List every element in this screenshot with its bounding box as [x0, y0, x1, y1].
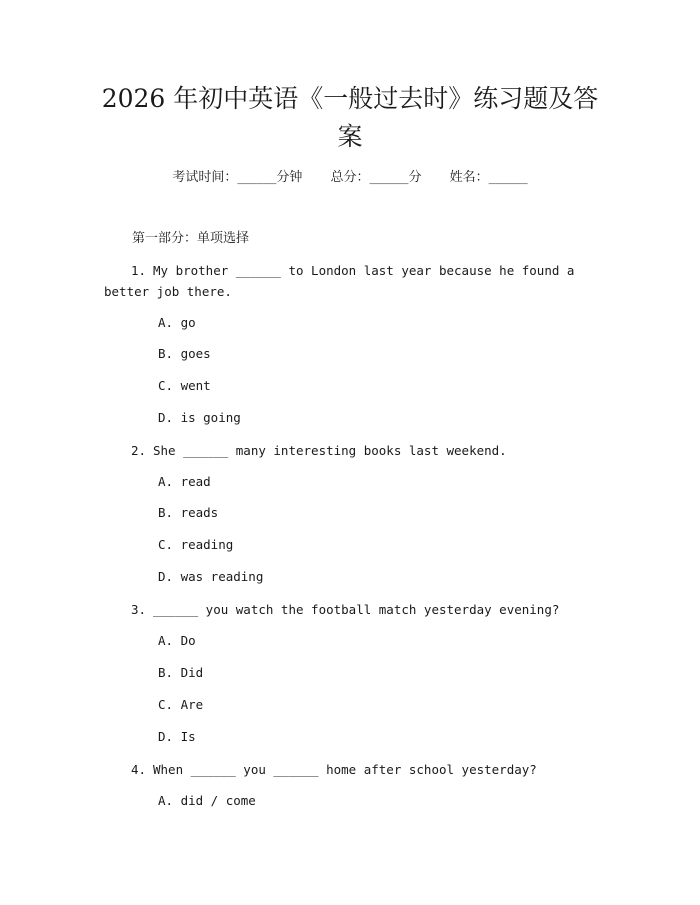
option-2c: C. reading [158, 537, 234, 552]
question-stem: ______ you watch the football match yesterday evening? [153, 602, 560, 617]
question-number: 2. [131, 443, 147, 458]
option-2b: B. reads [158, 505, 219, 520]
question-number: 1. [131, 263, 147, 278]
question-3 [104, 599, 596, 620]
exam-info-line [0, 168, 700, 188]
option-1c: C. went [158, 378, 211, 393]
question-stem: When ______ you ______ home after school yesterday? [153, 762, 537, 777]
option-3a: A. Do [158, 633, 196, 648]
question-1 [104, 260, 596, 302]
option-2a: A. read [158, 474, 211, 489]
page-title: 2026 年初中英语《一般过去时》练习题及答案 [101, 84, 599, 151]
question-2 [104, 440, 596, 461]
question-4 [104, 759, 596, 780]
question-number: 3. [131, 602, 147, 617]
total-score-label: 总分：______分 [330, 170, 422, 185]
option-4a: A. did / come [158, 793, 256, 808]
question-number: 4. [131, 762, 147, 777]
question-stem: My brother ______ to London last year because he found a better job there. [104, 263, 575, 299]
option-3d: D. Is [158, 729, 196, 744]
option-1d: D. is going [158, 410, 241, 425]
student-name-label: 姓名：______ [449, 170, 528, 185]
exam-time-label: 考试时间：______分钟 [172, 170, 303, 185]
section-title: 第一部分：单项选择 [132, 231, 250, 246]
option-1a: A. go [158, 315, 196, 330]
option-1b: B. goes [158, 346, 211, 361]
option-2d: D. was reading [158, 569, 264, 584]
option-3c: C. Are [158, 697, 204, 712]
question-stem: She ______ many interesting books last weekend. [153, 443, 507, 458]
option-3b: B. Did [158, 665, 204, 680]
